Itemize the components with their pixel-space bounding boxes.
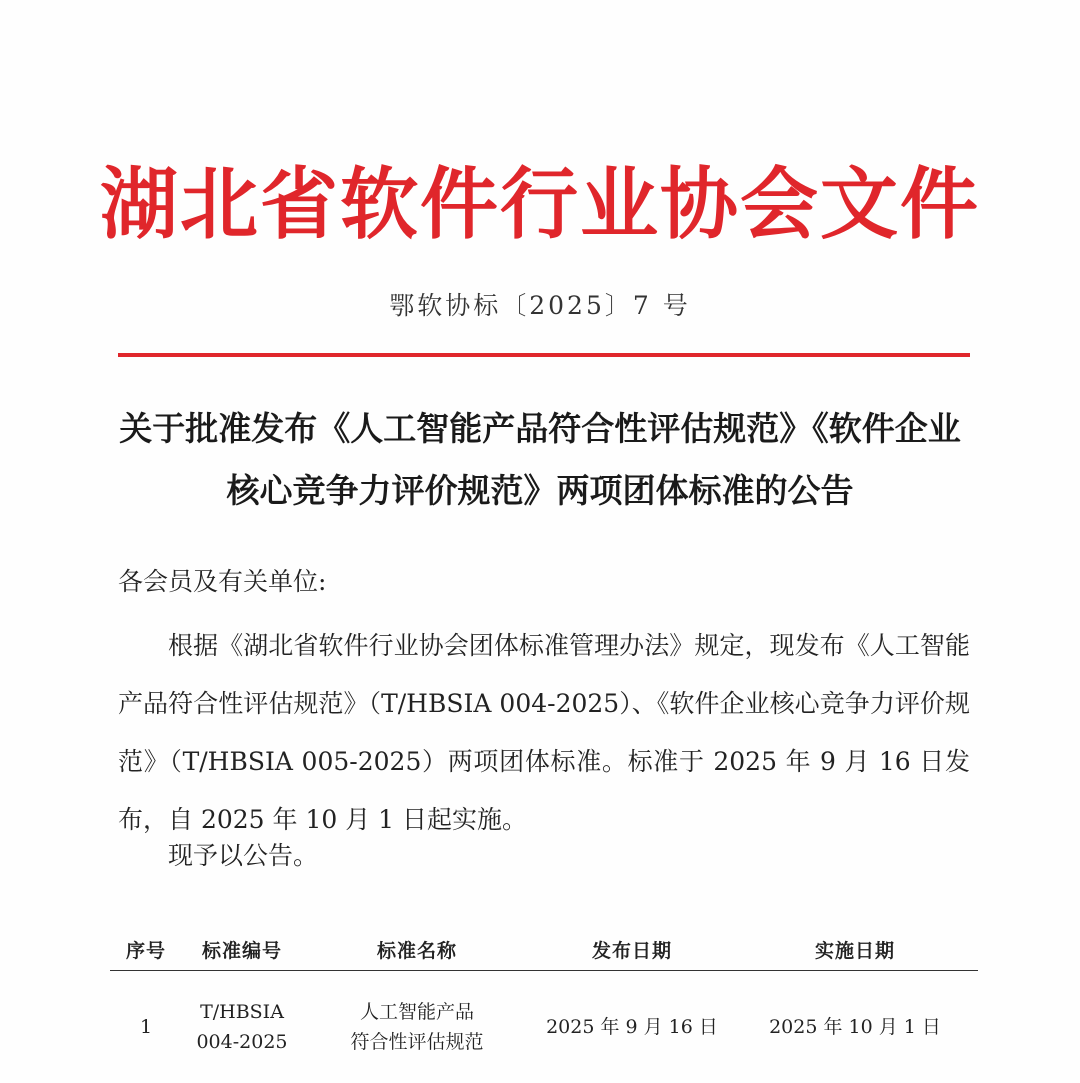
cell-effective: 2025 年 10 月 1 日 [732, 971, 978, 1083]
body-paragraph: 根据《湖北省软件行业协会团体标准管理办法》规定，现发布《人工智能产品符合性评估规范》（T/HBSIA 004-2025）、《软件企业核心竞争力评价规范》（T/HBSIA 005-2025）两项团体标准。标准于 2025 年 9 月 16 日发布，自 2025 年 10 月 1 日起实施。 [118, 617, 970, 849]
issuer-header: 湖北省软件行业协会文件 [0, 150, 1080, 260]
cell-published: 2025 年 9 月 16 日 [532, 971, 732, 1083]
table-row [110, 971, 978, 1083]
cell-code-line-1: T/HBSIA [182, 997, 302, 1027]
header-effective: 实施日期 [732, 928, 978, 971]
notice-title [100, 398, 980, 522]
standards-table [110, 928, 978, 1083]
notice-title-line-1: 关于批准发布《人工智能产品符合性评估规范》《软件企业 [100, 398, 980, 460]
table-header-row [110, 928, 978, 971]
cell-code-line-2: 004-2025 [182, 1027, 302, 1057]
red-divider [118, 353, 970, 357]
notice-title-line-2: 核心竞争力评价规范》两项团体标准的公告 [100, 460, 980, 522]
header-published: 发布日期 [532, 928, 732, 971]
cell-name-line-1: 人工智能产品 [302, 997, 532, 1027]
closing-line: 现予以公告。 [168, 834, 318, 878]
cell-name-line-2: 符合性评估规范 [302, 1027, 532, 1057]
cell-name [302, 971, 532, 1083]
document-number: 鄂软协标〔2025〕7 号 [0, 286, 1080, 326]
header-code: 标准编号 [182, 928, 302, 971]
salutation: 各会员及有关单位: [118, 560, 326, 604]
cell-code [182, 971, 302, 1083]
header-name: 标准名称 [302, 928, 532, 971]
cell-seq: 1 [110, 971, 182, 1083]
header-seq: 序号 [110, 928, 182, 971]
